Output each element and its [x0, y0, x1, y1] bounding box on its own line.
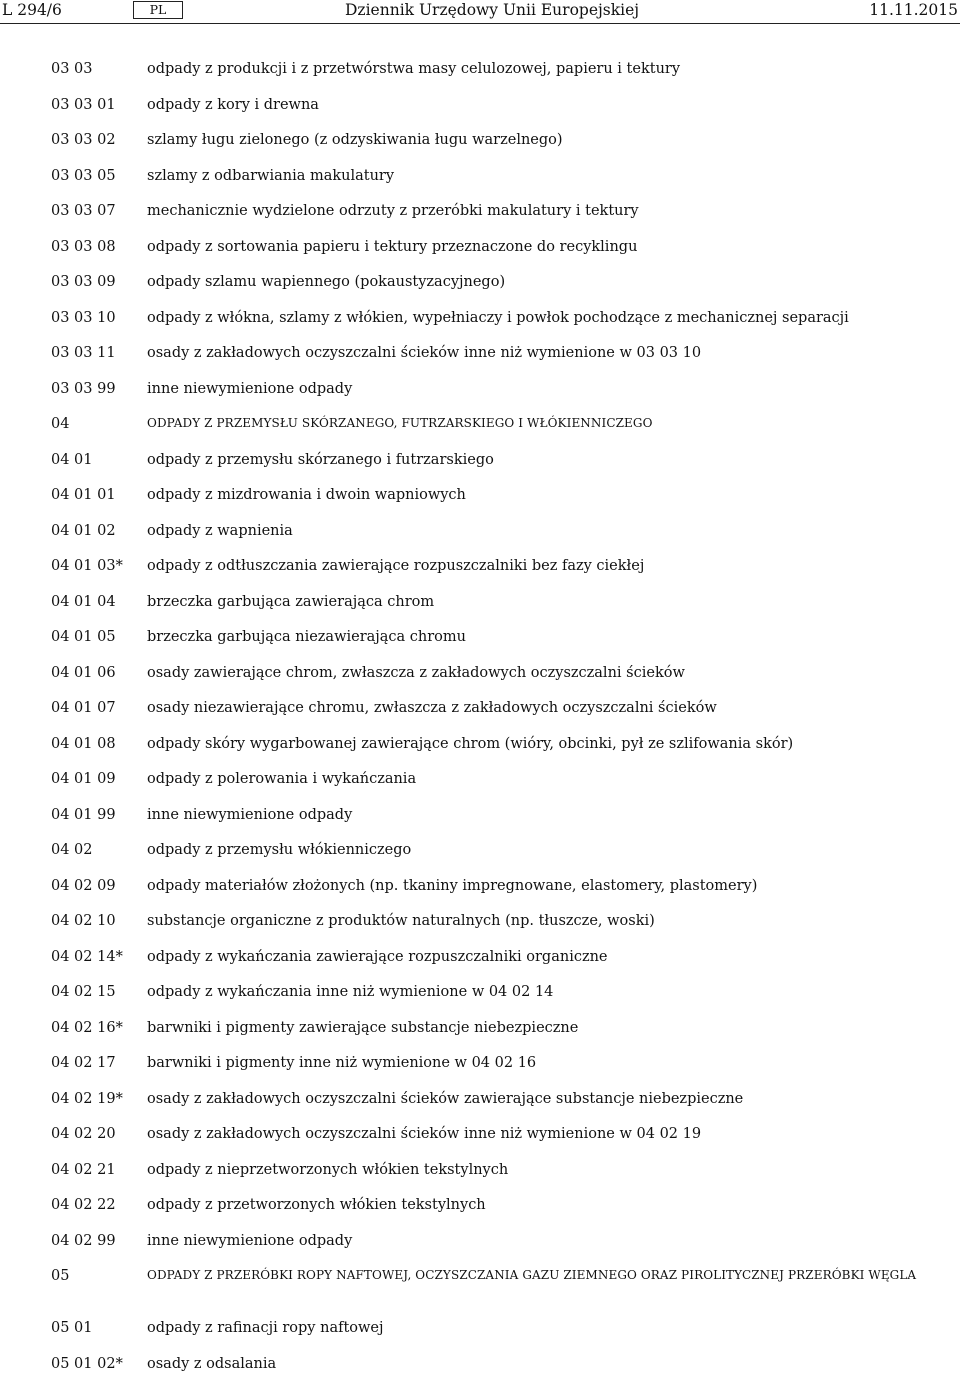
waste-code: 03 03 10	[51, 308, 143, 328]
waste-description: osady z zakładowych oczyszczalni ścieków zawierające substancje niebezpieczne	[147, 1089, 922, 1109]
waste-code-row	[0, 59, 960, 95]
waste-description: odpady z kory i drewna	[147, 95, 922, 115]
waste-code-row	[0, 237, 960, 273]
waste-description: szlamy ługu zielonego (z odzyskiwania ługu warzelnego)	[147, 130, 922, 150]
waste-code-row	[0, 1195, 960, 1231]
waste-code: 03 03	[51, 59, 143, 79]
waste-code-row	[0, 947, 960, 983]
page-reference: L 294/6	[2, 0, 62, 20]
waste-code-row	[0, 663, 960, 699]
waste-code-row	[0, 1089, 960, 1125]
waste-description: inne niewymienione odpady	[147, 1231, 922, 1251]
waste-description: odpady z wykańczania zawierające rozpuszczalniki organiczne	[147, 947, 922, 967]
waste-code-row	[0, 166, 960, 202]
waste-code: 04 02 22	[51, 1195, 143, 1215]
waste-code: 04 02 09	[51, 876, 143, 896]
waste-description: odpady materiałów złożonych (np. tkaniny impregnowane, elastomery, plastomery)	[147, 876, 922, 896]
waste-code-row	[0, 343, 960, 379]
language-code-box: PL	[133, 1, 183, 19]
waste-code-row	[0, 1354, 960, 1389]
waste-description: odpady z przemysłu włókienniczego	[147, 840, 922, 860]
waste-description: osady zawierające chrom, zwłaszcza z zakładowych oczyszczalni ścieków	[147, 663, 922, 683]
waste-code: 03 03 07	[51, 201, 143, 221]
waste-code: 04 01 08	[51, 734, 143, 754]
waste-description: ODPADY Z PRZEMYSŁU SKÓRZANEGO, FUTRZARSKIEGO I WŁÓKIENNICZEGO	[147, 414, 922, 432]
waste-description: odpady z rafinacji ropy naftowej	[147, 1318, 922, 1338]
waste-description: barwniki i pigmenty zawierające substancje niebezpieczne	[147, 1018, 922, 1038]
waste-code: 05 01	[51, 1318, 143, 1338]
waste-code: 04 01 04	[51, 592, 143, 612]
waste-code: 03 03 11	[51, 343, 143, 363]
waste-code-row	[0, 734, 960, 770]
waste-code: 04 02 99	[51, 1231, 143, 1251]
waste-description: odpady z odtłuszczania zawierające rozpuszczalniki bez fazy ciekłej	[147, 556, 922, 576]
waste-description: osady z zakładowych oczyszczalni ścieków inne niż wymienione w 03 03 10	[147, 343, 922, 363]
waste-code-row	[0, 1124, 960, 1160]
waste-description: ODPADY Z PRZERÓBKI ROPY NAFTOWEJ, OCZYSZCZANIA GAZU ZIEMNEGO ORAZ PIROLITYCZNEJ PRZERÓBKI WĘGLA	[147, 1266, 922, 1284]
waste-description: inne niewymienione odpady	[147, 805, 922, 825]
waste-description: odpady z wykańczania inne niż wymienione w 04 02 14	[147, 982, 922, 1002]
waste-code-row	[0, 876, 960, 912]
waste-description: odpady z polerowania i wykańczania	[147, 769, 922, 789]
waste-code: 03 03 02	[51, 130, 143, 150]
waste-code: 03 03 08	[51, 237, 143, 257]
waste-description: osady niezawierające chromu, zwłaszcza z zakładowych oczyszczalni ścieków	[147, 698, 922, 718]
waste-code-row	[0, 379, 960, 415]
waste-code: 03 03 05	[51, 166, 143, 186]
waste-description: odpady z nieprzetworzonych włókien tekstylnych	[147, 1160, 922, 1180]
waste-code-row	[0, 627, 960, 663]
waste-code: 04 01 01	[51, 485, 143, 505]
waste-code-row	[0, 1018, 960, 1054]
waste-code: 04 01 09	[51, 769, 143, 789]
waste-code: 04 01 02	[51, 521, 143, 541]
header-rule	[0, 23, 960, 24]
waste-description: odpady z wapnienia	[147, 521, 922, 541]
waste-code-row	[0, 982, 960, 1018]
waste-code-row	[0, 1231, 960, 1267]
waste-code: 04 02 16*	[51, 1018, 143, 1038]
waste-code-row	[0, 201, 960, 237]
waste-code-row	[0, 1318, 960, 1354]
waste-code-row	[0, 521, 960, 557]
waste-code: 04 02 14*	[51, 947, 143, 967]
waste-code-row	[0, 805, 960, 841]
waste-description: odpady z przetworzonych włókien tekstylnych	[147, 1195, 922, 1215]
waste-code: 04	[51, 414, 143, 434]
journal-title: Dziennik Urzędowy Unii Europejskiej	[345, 0, 639, 20]
waste-code-row	[0, 95, 960, 131]
waste-code: 04 01	[51, 450, 143, 470]
waste-code-row	[0, 130, 960, 166]
chapter-heading-row	[0, 414, 960, 450]
waste-description: odpady z przemysłu skórzanego i futrzarskiego	[147, 450, 922, 470]
waste-code: 04 02 19*	[51, 1089, 143, 1109]
waste-code-row	[0, 1160, 960, 1196]
chapter-heading-row	[0, 1266, 960, 1318]
waste-code-row	[0, 556, 960, 592]
waste-description: szlamy z odbarwiania makulatury	[147, 166, 922, 186]
waste-code: 04 02 20	[51, 1124, 143, 1144]
waste-description: barwniki i pigmenty inne niż wymienione w 04 02 16	[147, 1053, 922, 1073]
waste-code: 03 03 99	[51, 379, 143, 399]
waste-code-row	[0, 769, 960, 805]
waste-description: osady z odsalania	[147, 1354, 922, 1374]
waste-description: odpady skóry wygarbowanej zawierające chrom (wióry, obcinki, pył ze szlifowania skór)	[147, 734, 922, 754]
waste-code: 04 02	[51, 840, 143, 860]
waste-code-row	[0, 485, 960, 521]
waste-description: odpady z włókna, szlamy z włókien, wypełniaczy i powłok pochodzące z mechanicznej separacji	[147, 308, 922, 328]
waste-description: odpady szlamu wapiennego (pokaustyzacyjnego)	[147, 272, 922, 292]
waste-code: 05	[51, 1266, 143, 1286]
waste-code: 04 01 07	[51, 698, 143, 718]
waste-description: brzeczka garbująca zawierająca chrom	[147, 592, 922, 612]
waste-code-row	[0, 308, 960, 344]
waste-code: 05 01 02*	[51, 1354, 143, 1374]
waste-description: odpady z produkcji i z przetwórstwa masy celulozowej, papieru i tektury	[147, 59, 922, 79]
waste-code-row	[0, 272, 960, 308]
waste-code: 04 01 06	[51, 663, 143, 683]
waste-description: inne niewymienione odpady	[147, 379, 922, 399]
waste-code: 03 03 09	[51, 272, 143, 292]
waste-code: 04 02 17	[51, 1053, 143, 1073]
publication-date: 11.11.2015	[869, 0, 958, 20]
waste-code-row	[0, 592, 960, 628]
waste-code-row	[0, 840, 960, 876]
waste-description: odpady z sortowania papieru i tektury przeznaczone do recyklingu	[147, 237, 922, 257]
waste-code: 04 01 03*	[51, 556, 143, 576]
waste-code-row	[0, 450, 960, 486]
waste-code: 04 02 10	[51, 911, 143, 931]
waste-code: 04 01 99	[51, 805, 143, 825]
waste-description: brzeczka garbująca niezawierająca chromu	[147, 627, 922, 647]
waste-description: odpady z mizdrowania i dwoin wapniowych	[147, 485, 922, 505]
waste-code: 04 02 15	[51, 982, 143, 1002]
waste-code-row	[0, 698, 960, 734]
waste-code: 04 01 05	[51, 627, 143, 647]
waste-description: substancje organiczne z produktów naturalnych (np. tłuszcze, woski)	[147, 911, 922, 931]
waste-code-row	[0, 1053, 960, 1089]
page-header	[0, 0, 960, 28]
waste-code: 03 03 01	[51, 95, 143, 115]
waste-description: mechanicznie wydzielone odrzuty z przeróbki makulatury i tektury	[147, 201, 922, 221]
waste-code: 04 02 21	[51, 1160, 143, 1180]
waste-description: osady z zakładowych oczyszczalni ścieków inne niż wymienione w 04 02 19	[147, 1124, 922, 1144]
waste-code-row	[0, 911, 960, 947]
waste-code-list	[0, 59, 960, 1389]
